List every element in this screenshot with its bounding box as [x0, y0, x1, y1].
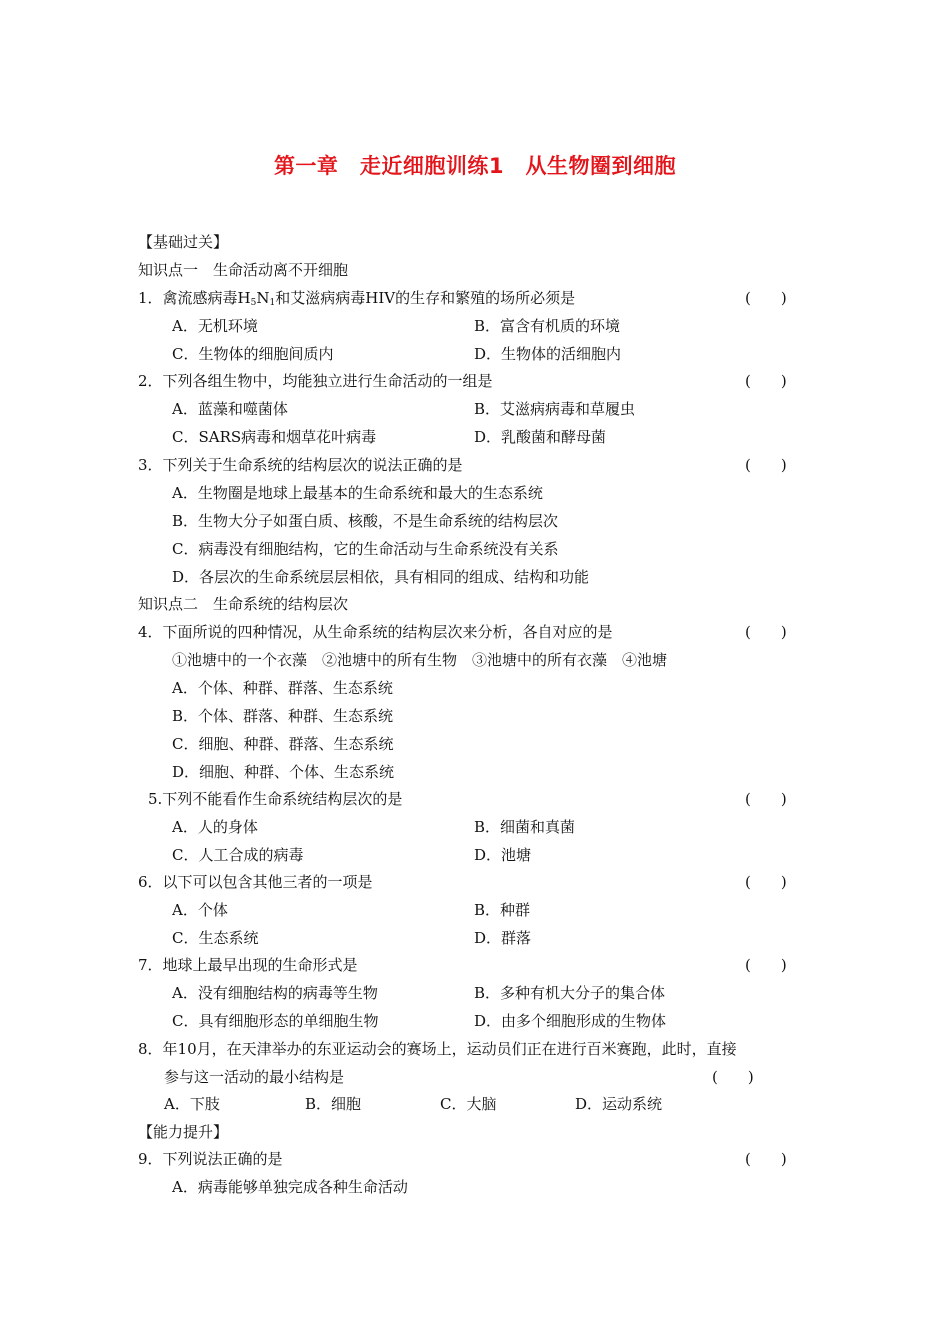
option-b: B．细胞: [305, 1095, 362, 1113]
question-4-option-a: A．个体、种群、群落、生态系统: [172, 679, 393, 697]
question-4-option-d: D．细胞、种群、个体、生态系统: [172, 763, 395, 781]
question-9-option-a: A．病毒能够单独完成各种生命活动: [172, 1178, 408, 1196]
option-a: A．无机环境: [172, 317, 258, 335]
question-1-options-row1: [172, 313, 872, 339]
question-9-stem: 9．下列说法正确的是 ( ): [138, 1146, 938, 1172]
question-3-option-c: C．病毒没有细胞结构，它的生命活动与生命系统没有关系: [172, 540, 559, 558]
question-4-items: ①池塘中的一个衣藻 ②池塘中的所有生物 ③池塘中的所有衣藻 ④池塘: [172, 651, 668, 669]
answer-blank: ( ): [745, 956, 787, 974]
option-d: D．由多个细胞形成的生物体: [474, 1012, 667, 1030]
option-a: A．人的身体: [172, 818, 258, 836]
knowledge-point-2: 知识点二 生命系统的结构层次: [138, 595, 349, 613]
question-3-stem: 3．下列关于生命系统的结构层次的说法正确的是 ( ): [138, 452, 938, 478]
option-a: A．个体: [172, 901, 228, 919]
section-basic: 【基础过关】: [138, 233, 229, 251]
section-advanced: 【能力提升】: [138, 1123, 229, 1141]
question-8-stem-line2: 参与这一活动的最小结构是 ( ): [164, 1064, 884, 1090]
question-1-options-row2: [172, 341, 872, 367]
option-c: C．大脑: [440, 1095, 497, 1113]
answer-blank: ( ): [745, 790, 787, 808]
question-5-stem: 5.下列不能看作生命系统结构层次的是 ( ): [148, 786, 948, 812]
question-3-option-d: D．各层次的生命系统层层相依，具有相同的组成、结构和功能: [172, 568, 590, 586]
question-4-option-c: C．细胞、种群、群落、生态系统: [172, 735, 394, 753]
question-3-option-a: A．生物圈是地球上最基本的生命系统和最大的生态系统: [172, 484, 543, 502]
question-8-stem-line1: 8．年10月，在天津举办的东亚运动会的赛场上，运动员们正在进行百米赛跑，此时，直接: [138, 1040, 737, 1058]
question-8-options: [0, 1091, 950, 1117]
page-title: 第一章 走近细胞训练1 从生物圈到细胞: [273, 154, 677, 178]
question-5-options-row1: [172, 814, 872, 840]
option-b: B．富含有机质的环境: [474, 317, 621, 335]
question-5-options-row2: [172, 842, 872, 868]
option-a: A．没有细胞结构的病毒等生物: [172, 984, 378, 1002]
question-2-stem: 2．下列各组生物中，均能独立进行生命活动的一组是 ( ): [138, 368, 938, 394]
question-7-options-row1: [172, 980, 872, 1006]
question-2-options-row1: [172, 396, 872, 422]
option-c: C．SARS病毒和烟草花叶病毒: [172, 428, 377, 446]
question-4-option-b: B．个体、群落、种群、生态系统: [172, 707, 394, 725]
option-d: D．生物体的活细胞内: [474, 345, 622, 363]
option-a: A．蓝藻和噬菌体: [172, 400, 288, 418]
knowledge-point-1: 知识点一 生命活动离不开细胞: [138, 261, 349, 279]
option-d: D．群落: [474, 929, 532, 947]
question-2-options-row2: [172, 424, 872, 450]
question-6-options-row1: [172, 897, 872, 923]
option-c: C．生态系统: [172, 929, 259, 947]
option-d: D．运动系统: [575, 1095, 663, 1113]
option-b: B．细菌和真菌: [474, 818, 576, 836]
answer-blank: ( ): [745, 372, 787, 390]
option-c: C．具有细胞形态的单细胞生物: [172, 1012, 379, 1030]
answer-blank: ( ): [745, 289, 787, 307]
question-3-option-b: B．生物大分子如蛋白质、核酸，不是生命系统的结构层次: [172, 512, 559, 530]
answer-blank: ( ): [712, 1068, 754, 1086]
answer-blank: ( ): [745, 873, 787, 891]
answer-blank: ( ): [745, 623, 787, 641]
answer-blank: ( ): [745, 456, 787, 474]
question-7-options-row2: [172, 1008, 872, 1034]
option-c: C．生物体的细胞间质内: [172, 345, 334, 363]
question-1-stem: 1．禽流感病毒$H_5N_1$和艾滋病病毒HIV的生存和繁殖的场所必须是 ( ): [138, 285, 938, 311]
option-c: C．人工合成的病毒: [172, 846, 304, 864]
option-d: D．池塘: [474, 846, 532, 864]
option-b: B．艾滋病病毒和草履虫: [474, 400, 636, 418]
option-d: D．乳酸菌和酵母菌: [474, 428, 607, 446]
option-a: A．下肢: [164, 1095, 220, 1113]
question-4-stem: 4．下面所说的四种情况，从生命系统的结构层次来分析，各自对应的是 ( ): [138, 619, 938, 645]
question-6-stem: 6．以下可以包含其他三者的一项是 ( ): [138, 869, 938, 895]
option-b: B．多种有机大分子的集合体: [474, 984, 666, 1002]
question-6-options-row2: [172, 925, 872, 951]
option-b: B．种群: [474, 901, 531, 919]
answer-blank: ( ): [745, 1150, 787, 1168]
question-7-stem: 7．地球上最早出现的生命形式是 ( ): [138, 952, 938, 978]
